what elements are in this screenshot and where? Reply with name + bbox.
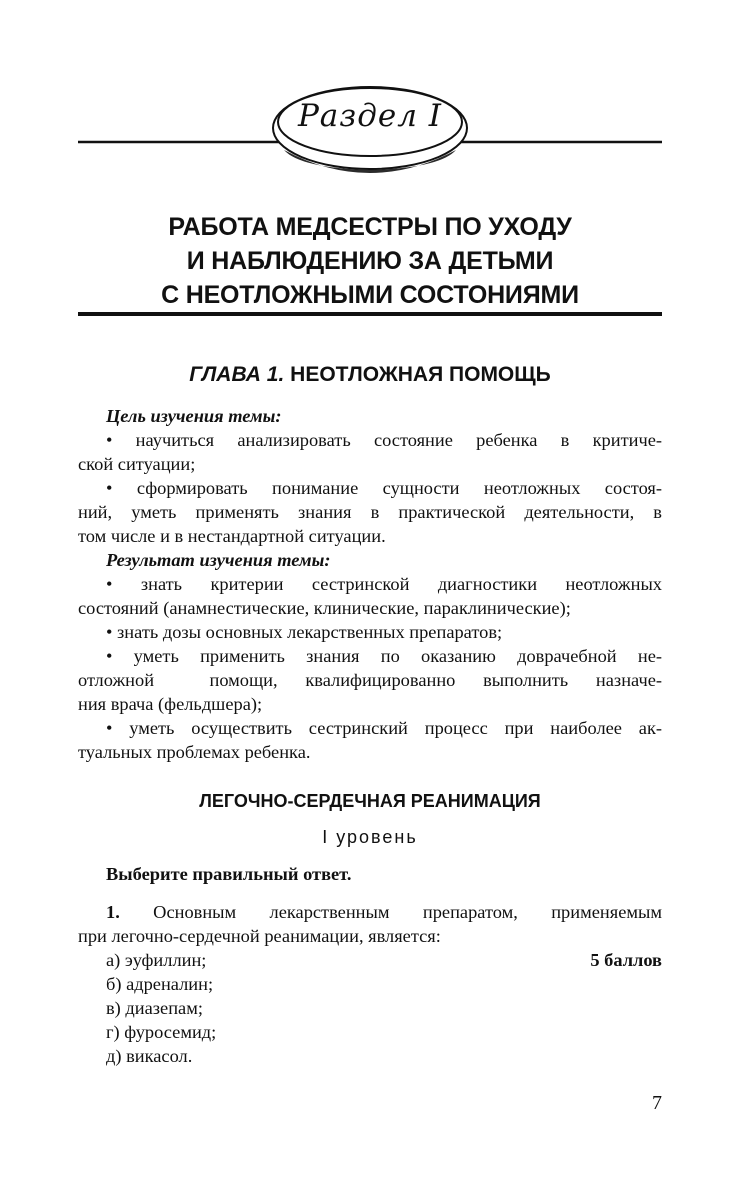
result-item-line: ния врача (фельдшера); — [78, 694, 263, 714]
answer-option: б) адреналин; — [106, 974, 214, 994]
result-item-line: • уметь осуществить сестринский процесс при наиболее ак- — [106, 718, 662, 738]
goals-heading: Цель изучения темы: — [106, 406, 282, 426]
goal-item-line: ний, уметь применять знания в практической деятельности, в — [78, 502, 662, 522]
goal-item-line: • научиться анализировать состояние ребенка в критиче- — [106, 430, 662, 450]
result-item-line: • знать дозы основных лекарственных препаратов; — [106, 622, 503, 642]
instruction: Выберите правильный ответ. — [106, 864, 352, 884]
main-title — [78, 210, 662, 312]
result-item-line: туальных проблемах ребенка. — [78, 742, 311, 762]
result-item-line: отложной помощи, квалифицированно выполнить назначе- — [78, 670, 662, 690]
title-line: С НЕОТЛОЖНЫМИ СОСТОНИЯМИ — [161, 281, 579, 309]
level-label: I уровень — [322, 827, 418, 847]
question-text-line — [78, 900, 662, 924]
answer-option: д) викасол. — [106, 1046, 193, 1066]
question-text: Основным лекарственным препаратом, применяемым — [153, 902, 662, 922]
answer-option: в) диазепам; — [106, 998, 203, 1018]
section-heading: ЛЕГОЧНО-СЕРДЕЧНАЯ РЕАНИМАЦИЯ — [199, 791, 541, 811]
question-text-line: при легочно-сердечной реанимации, является: — [78, 926, 441, 946]
points-label: 5 баллов — [590, 950, 662, 970]
answer-option: а) эуфиллин; — [106, 950, 207, 970]
goal-item-line: ской ситуации; — [78, 454, 196, 474]
answer-option-row — [78, 948, 662, 972]
result-item-line: состояний (анамнестические, клинические, параклинические); — [78, 598, 571, 618]
study-goals-block — [78, 404, 662, 764]
chapter-title: НЕОТЛОЖНАЯ ПОМОЩЬ — [290, 363, 551, 386]
question-block — [78, 900, 662, 1068]
section-emblem — [0, 0, 756, 200]
goal-item-line: том числе и в нестандартной ситуации. — [78, 526, 386, 546]
chapter-heading — [78, 363, 662, 387]
title-divider — [78, 312, 662, 316]
result-item-line: • знать критерии сестринской диагностики неотложных — [106, 574, 662, 594]
results-heading: Результат изучения темы: — [106, 550, 331, 570]
goal-item-line: • сформировать понимание сущности неотложных состоя- — [106, 478, 662, 498]
section-label: Раздел I — [297, 98, 443, 134]
title-line: И НАБЛЮДЕНИЮ ЗА ДЕТЬМИ — [186, 247, 554, 275]
answer-option: г) фуросемид; — [106, 1022, 217, 1042]
title-line: РАБОТА МЕДСЕСТРЫ ПО УХОДУ — [168, 213, 572, 241]
chapter-label: ГЛАВА 1. — [189, 363, 285, 386]
question-number: 1. — [106, 902, 120, 922]
result-item-line: • уметь применить знания по оказанию доврачебной не- — [106, 646, 662, 666]
page-number: 7 — [652, 1092, 662, 1114]
